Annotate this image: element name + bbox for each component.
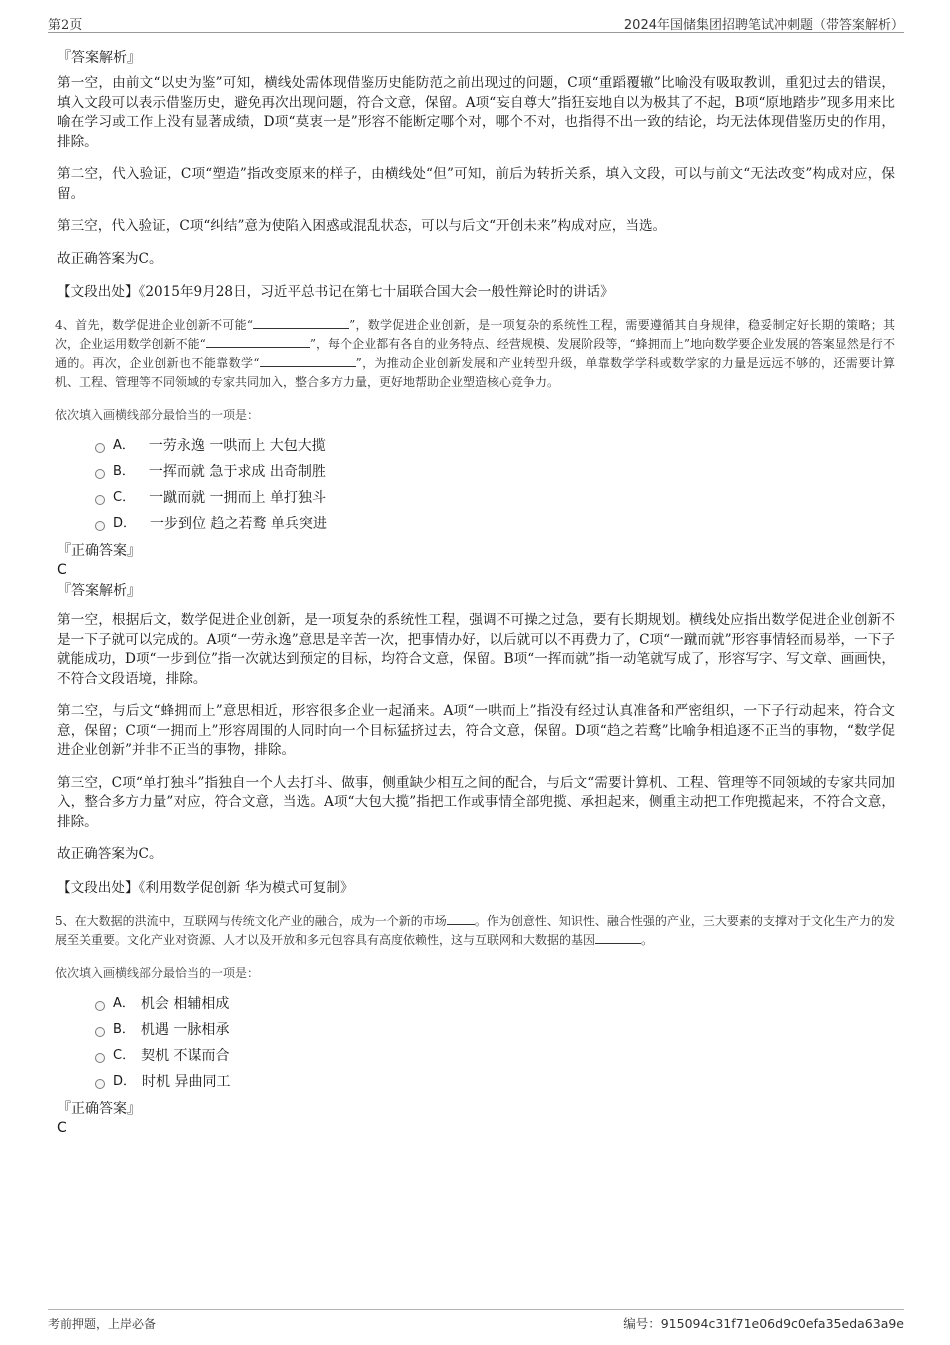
q5-answer-tag: 『正确答案』 xyxy=(57,1100,141,1117)
q3-analysis-paragraph: 第三空，代入验证，C项“纠结”意为使陷入困惑或混乱状态，可以与后文“开创未来”构成对应，当选。 xyxy=(57,218,667,234)
q4-option-c[interactable]: C． 一蹴而就 一拥而上 单打独斗 xyxy=(95,485,895,511)
blank-line xyxy=(260,354,356,367)
q4-option-d[interactable]: D． 一步到位 趋之若鹜 单兵突进 xyxy=(95,511,895,537)
radio-icon[interactable] xyxy=(95,469,105,479)
q3-source: 【文段出处】《2015年9月28日，习近平总书记在第七十届联合国大会一般性辩论时的讲话》 xyxy=(57,284,614,300)
q3-answer-summary: 故正确答案为C。 xyxy=(57,250,163,267)
q3-analysis-paragraph: 第一空，由前文“以史为鉴”可知，横线处需体现借鉴历史能防范之前出现过的问题，C项“重蹈覆辙”比喻没有吸取教训，重犯过去的错误，填入文段可以表示借鉴历史，避免再次出现问题，符合文意，保留。A项“妄自尊大”指狂妄地自以为极其了不起，B项“原地踏步”现多用来比喻在学习或工作上没有显著成绩，D项“莫衷一是”形容不能断定哪个对，哪个不对，也指得不出一致的结论，均无法体现借鉴历史的作用，排除。 xyxy=(57,75,895,150)
q3-analysis-tag: 『答案解析』 xyxy=(57,50,141,66)
q4-option-a[interactable]: A． 一劳永逸 一哄而上 大包大揽 xyxy=(95,433,895,459)
q4-question-text: 4、首先，数学促进企业创新不可能“ ”，数学促进企业创新，是一项复杂的系统性工程，需要遵循其自身规律，稳妥制定好长期的策略；其次，企业运用数学创新不能“ ”，每个企业都有各自的业务特点、经营规模、发展阶段等，“蜂拥而上”地向数学要企业发展的答案显然是行不通的。再次，企业创新也不能靠数学“ ”，为推动企业创新发展和产业转型升级，单靠数学学科或数学家的力量是远远不够的，还需要计算机、工程、管理等不同领域的专家共同加入，整合多方力量，更好地帮助企业塑造核心竞争力。 xyxy=(55,318,896,389)
q4-prompt: 依次填入画横线部分最恰当的一项是： xyxy=(55,408,260,422)
q5-option-d[interactable]: D． 时机 异曲同工 xyxy=(95,1069,895,1095)
q4-correct-answer: C xyxy=(57,562,67,578)
q5-correct-answer: C xyxy=(57,1119,67,1136)
document-title: 2024年国储集团招聘笔试冲刺题（带答案解析） xyxy=(623,18,904,33)
radio-icon[interactable] xyxy=(95,521,105,531)
q5-option-a[interactable]: A． 机会 相辅相成 xyxy=(95,991,895,1017)
page-footer xyxy=(48,1309,904,1330)
q4-option-b[interactable]: B． 一挥而就 急于求成 出奇制胜 xyxy=(95,459,895,485)
page-number: 第2页 xyxy=(48,18,83,33)
q4-analysis-paragraph: 第二空，与后文“蜂拥而上”意思相近，形容很多企业一起涌来。A项“一哄而上”指没有经过认真准备和严密组织，一下子行动起来，符合文意，保留；C项“一拥而上”形容周围的人同时向一个目标猛挤过去，符合文意，保留。D项“趋之若鹜”比喻争相追逐不正当的事物，“数学促进企业创新”并非不正当的事物，排除。 xyxy=(57,703,895,758)
q4-options xyxy=(95,433,895,537)
q4-answer-tag: 『正确答案』 xyxy=(57,543,141,559)
blank-line xyxy=(595,931,641,944)
radio-icon[interactable] xyxy=(95,1027,105,1037)
footer-slogan: 考前押题，上岸必备 xyxy=(48,1317,157,1331)
q5-option-b[interactable]: B． 机遇 一脉相承 xyxy=(95,1017,895,1043)
blank-line xyxy=(447,912,475,925)
radio-icon[interactable] xyxy=(95,443,105,453)
radio-icon[interactable] xyxy=(95,495,105,505)
q4-source: 【文段出处】《利用数学促创新 华为模式可复制》 xyxy=(57,879,354,896)
blank-line xyxy=(206,335,310,348)
radio-icon[interactable] xyxy=(95,1001,105,1011)
q4-answer-summary: 故正确答案为C。 xyxy=(57,846,163,862)
radio-icon[interactable] xyxy=(95,1053,105,1063)
page-header xyxy=(48,12,904,33)
blank-line xyxy=(253,316,349,329)
q4-analysis-tag: 『答案解析』 xyxy=(57,583,141,599)
q5-question-text: 5、在大数据的洪流中，互联网与传统文化产业的融合，成为一个新的市场 。作为创意性、知识性、融合性强的产业，三大要素的支撑对于文化生产力的发展至关重要。文化产业对资源、人才以及开放和多元包容具有高度依赖性，这与互联网和大数据的基因 。 xyxy=(55,913,895,947)
q4-analysis-paragraph: 第一空，根据后文，数学促进企业创新，是一项复杂的系统性工程，强调不可操之过急，要有长期规划。横线处应指出数学促进企业创新不是一下子就可以完成的。A项“一劳永逸”意思是辛苦一次，把事情办好，以后就可以不再费力了，C项“一蹴而就”形容事情轻而易举，一下子就能成功，D项“一步到位”指一次就达到预定的目标，均符合文意，保留。B项“一挥而就”指一动笔就写成了，形容写字、写文章、画画快，不符合文段语境，排除。 xyxy=(57,612,895,687)
page-content xyxy=(57,40,895,1139)
q4-analysis-paragraph: 第三空，C项“单打独斗”指独自一个人去打斗、做事，侧重缺少相互之间的配合，与后文“需要计算机、工程、管理等不同领域的专家共同加入，整合多方力量”对应，符合文意，当选。A项“大包大揽”指把工作或事情全部兜揽、承担起来，侧重主动把工作兜揽起来，不符合文意，排除。 xyxy=(57,774,895,830)
document-code: 编号：915094c31f71e06d9c0efa35eda63a9e xyxy=(623,1316,904,1331)
radio-icon[interactable] xyxy=(95,1079,105,1089)
q3-analysis-paragraph: 第二空，代入验证，C项“塑造”指改变原来的样子，由横线处“但”可知，前后为转折关系，填入文段，可以与前文“无法改变”构成对应，保留。 xyxy=(57,166,895,202)
q5-options xyxy=(95,991,895,1095)
q5-prompt: 依次填入画横线部分最恰当的一项是： xyxy=(55,965,260,980)
q5-option-c[interactable]: C． 契机 不谋而合 xyxy=(95,1043,895,1069)
